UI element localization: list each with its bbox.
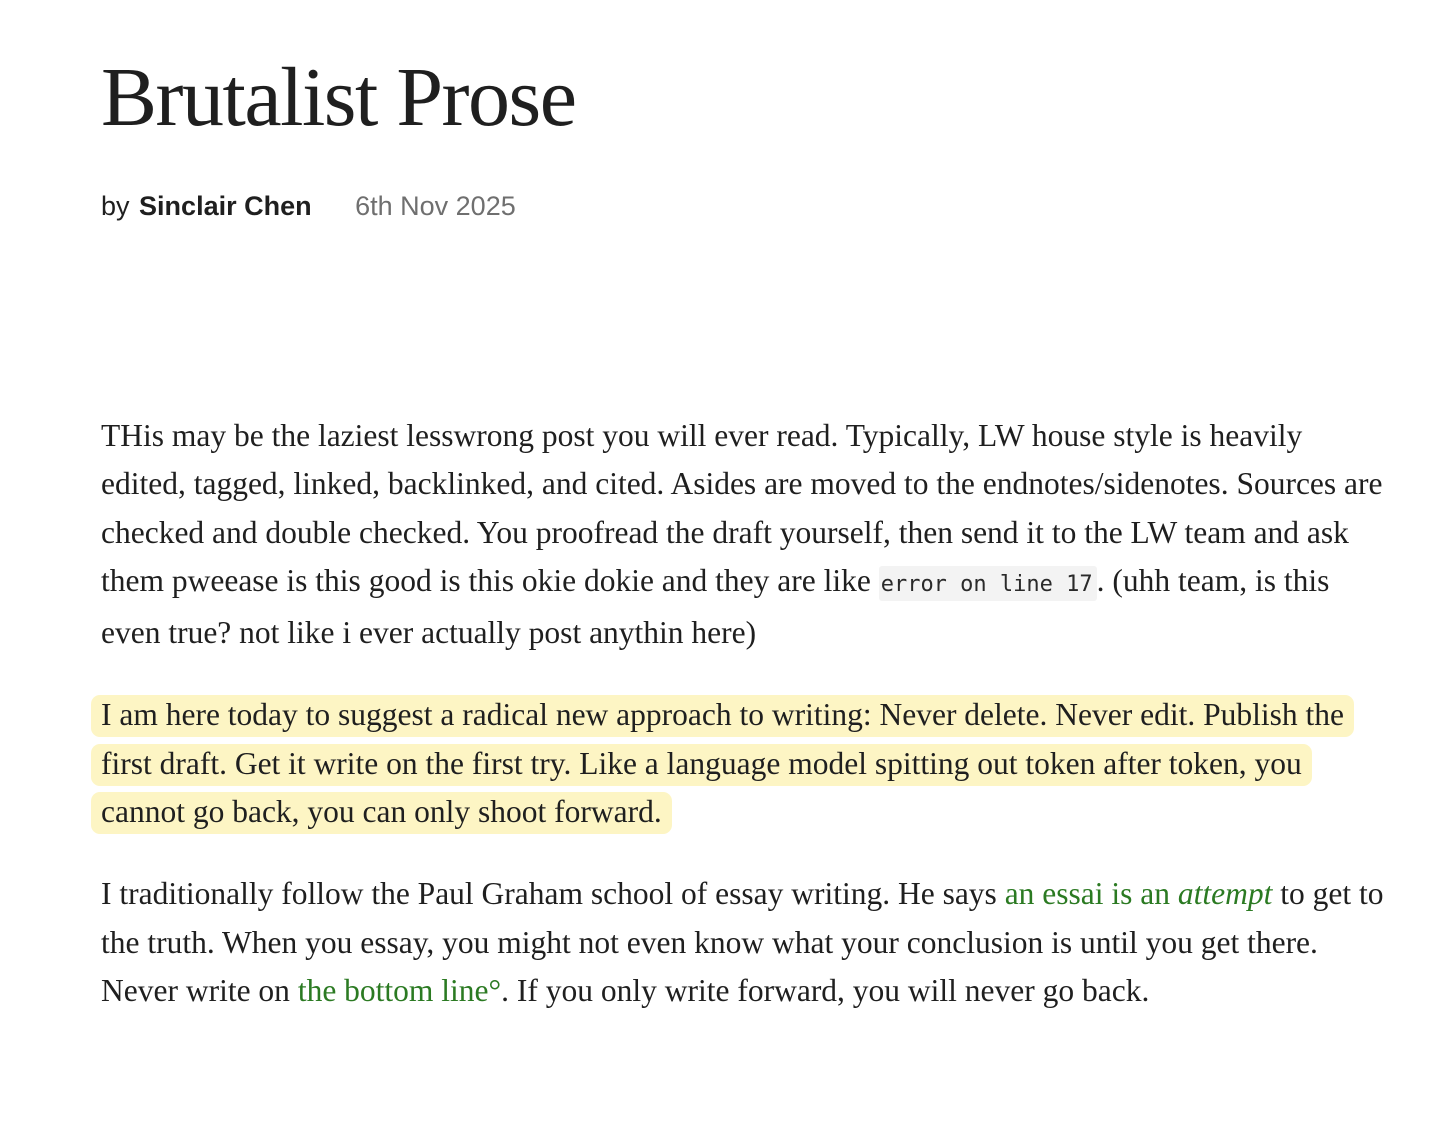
paragraph-intro-text-a: THis may be the laziest lesswrong post you will ever read. Typically, LW house style is heavily edited, tagged, linked, backlinked, and cited. Asides are moved to the endnotes/sidenotes. Sources are checked and double checked. You proofread the draft yourself, then send it to the LW team and ask them pweease is this good is this okie dokie and they are like <box>101 418 1383 598</box>
byline <box>101 188 516 224</box>
bottom-line-link[interactable] <box>298 973 501 1008</box>
paragraph-essay-text-b: to get to the truth. When you essay, you might not even know what your conclusion is until you get there. Never write on <box>101 876 1384 1008</box>
essai-link[interactable] <box>1005 876 1273 911</box>
post-date: 6th Nov 2025 <box>355 191 516 221</box>
paragraph-highlighted <box>101 691 1391 836</box>
paragraph-essay <box>101 870 1391 1015</box>
post-body <box>101 412 1391 1015</box>
essai-link-text: an essai is an <box>1004 876 1178 912</box>
paragraph-intro-text-b: . (uhh team, is this even true? not like i ever actually post anythin here) <box>101 562 1330 651</box>
inline-code: error on line 17 <box>879 566 1097 601</box>
highlighted-text: I am here today to suggest a radical new approach to writing: Never delete. Never edit. Publish the first draft. Get it write on the first try. Like a language model spitting out token after token, you cannot go back, you can only shoot forward. <box>91 695 1354 834</box>
paragraph-essay-text-c: . If you only write forward, you will never go back. <box>501 972 1150 1008</box>
paragraph-intro <box>101 412 1391 657</box>
post-title: Brutalist Prose <box>101 51 576 144</box>
byline-by-label: by <box>101 191 130 221</box>
footnote-degree-icon: ° <box>488 972 502 1008</box>
essai-link-italic: attempt <box>1177 876 1273 912</box>
paragraph-essay-text-a: I traditionally follow the Paul Graham school of essay writing. He says <box>101 876 1005 912</box>
author-link[interactable]: Sinclair Chen <box>139 191 312 221</box>
bottom-line-link-text: the bottom line <box>297 972 489 1008</box>
